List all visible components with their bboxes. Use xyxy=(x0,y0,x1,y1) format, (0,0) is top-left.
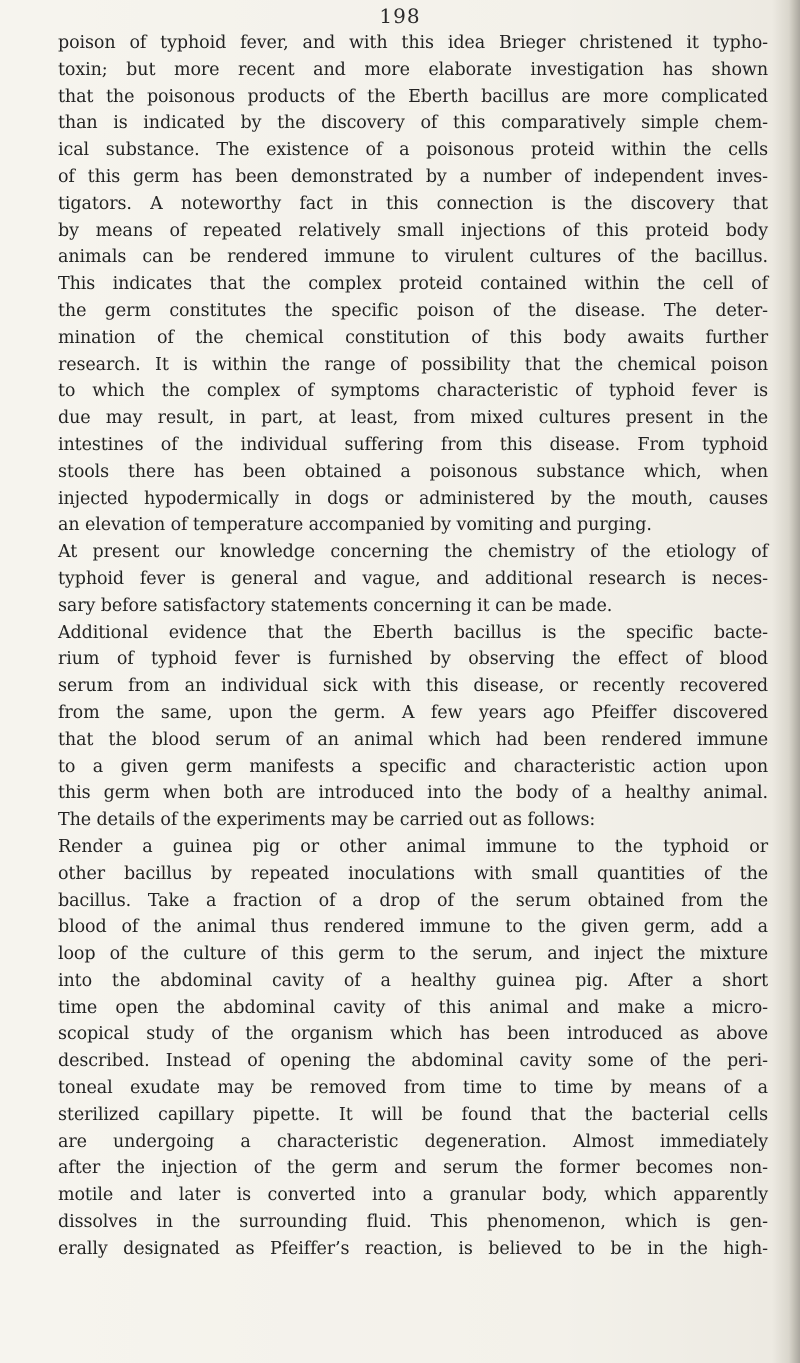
text-line: serum from an individual sick with this disease, or recently recovered xyxy=(58,676,768,697)
text-line: an elevation of temperature accompanied by vomiting and purging. xyxy=(58,515,652,536)
text-line: ical substance. The existence of a poisonous proteid within the cells xyxy=(58,140,768,161)
text-line: rium of typhoid fever is furnished by observing the effect of blood xyxy=(58,649,768,670)
text-line: from the same, upon the germ. A few years ago Pfeiffer discovered xyxy=(58,702,768,723)
text-line: the germ constitutes the specific poison of the disease. The deter- xyxy=(58,300,768,321)
text-line: research. It is within the range of possibility that the chemical poison xyxy=(58,354,768,375)
text-line: This indicates that the complex proteid contained within the cell of xyxy=(58,274,768,295)
text-line: described. Instead of opening the abdominal cavity some of the peri- xyxy=(58,1051,768,1072)
text-line: toxin; but more recent and more elaborate investigation has shown xyxy=(58,59,768,80)
text-line: time open the abdominal cavity of this animal and make a micro- xyxy=(58,997,768,1018)
text-line: other bacillus by repeated inoculations with small quantities of the xyxy=(58,863,768,884)
body-text xyxy=(58,30,768,1263)
text-line: to which the complex of symptoms characteristic of typhoid fever is xyxy=(58,381,768,402)
text-line: this germ when both are introduced into the body of a healthy animal. xyxy=(58,783,768,804)
text-line: after the injection of the germ and serum the former becomes non- xyxy=(58,1158,768,1179)
page-edge-shadow xyxy=(772,0,800,1363)
text-line: intestines of the individual suffering from this disease. From typhoid xyxy=(58,434,768,455)
text-line: Render a guinea pig or other animal immune to the typhoid or xyxy=(58,836,768,857)
text-line: animals can be rendered immune to virulent cultures of the bacillus. xyxy=(58,247,768,268)
text-line: scopical study of the organism which has been introduced as above xyxy=(58,1024,768,1045)
text-line: blood of the animal thus rendered immune to the given germ, add a xyxy=(58,917,768,938)
text-line: At present our knowledge concerning the chemistry of the etiology of xyxy=(58,542,768,563)
text-line: injected hypodermically in dogs or administered by the mouth, causes xyxy=(58,488,768,509)
text-line: by means of repeated relatively small injections of this proteid body xyxy=(58,220,768,241)
text-line: typhoid fever is general and vague, and additional research is neces- xyxy=(58,568,768,589)
text-line: dissolves in the surrounding fluid. This phenomenon, which is gen- xyxy=(58,1212,768,1233)
text-line: that the blood serum of an animal which had been rendered immune xyxy=(58,729,768,750)
text-line: Additional evidence that the Eberth bacillus is the specific bacte- xyxy=(58,622,768,643)
text-line: loop of the culture of this germ to the serum, and inject the mixture xyxy=(58,944,768,965)
text-line: poison of typhoid fever, and with this idea Brieger christened it typho- xyxy=(58,33,768,53)
text-line: erally designated as Pfeiffer’s reaction, is believed to be in the high- xyxy=(58,1238,768,1259)
text-line: stools there has been obtained a poisonous substance which, when xyxy=(58,461,768,482)
text-line: into the abdominal cavity of a healthy guinea pig. After a short xyxy=(58,970,768,991)
text-line: due may result, in part, at least, from mixed cultures present in the xyxy=(58,408,768,429)
text-line: than is indicated by the discovery of this comparatively simple chem- xyxy=(58,113,768,134)
text-line: are undergoing a characteristic degeneration. Almost immediately xyxy=(58,1131,768,1152)
page-number: 198 xyxy=(379,4,421,28)
text-line: sary before satisfactory statements concerning it can be made. xyxy=(58,595,613,616)
text-line: mination of the chemical constitution of this body awaits further xyxy=(58,327,768,348)
text-line: motile and later is converted into a granular body, which apparently xyxy=(58,1185,768,1206)
text-line: sterilized capillary pipette. It will be found that the bacterial cells xyxy=(58,1104,768,1125)
text-line: toneal exudate may be removed from time to time by means of a xyxy=(58,1078,768,1099)
text-line: to a given germ manifests a specific and characteristic action upon xyxy=(58,756,768,777)
text-line: tigators. A noteworthy fact in this connection is the discovery that xyxy=(58,193,768,214)
text-line: bacillus. Take a fraction of a drop of the serum obtained from the xyxy=(58,890,768,911)
text-line: of this germ has been demonstrated by a number of independent inves- xyxy=(58,166,768,187)
text-line: The details of the experiments may be carried out as follows: xyxy=(58,810,596,831)
text-line: that the poisonous products of the Eberth bacillus are more complicated xyxy=(58,86,768,107)
